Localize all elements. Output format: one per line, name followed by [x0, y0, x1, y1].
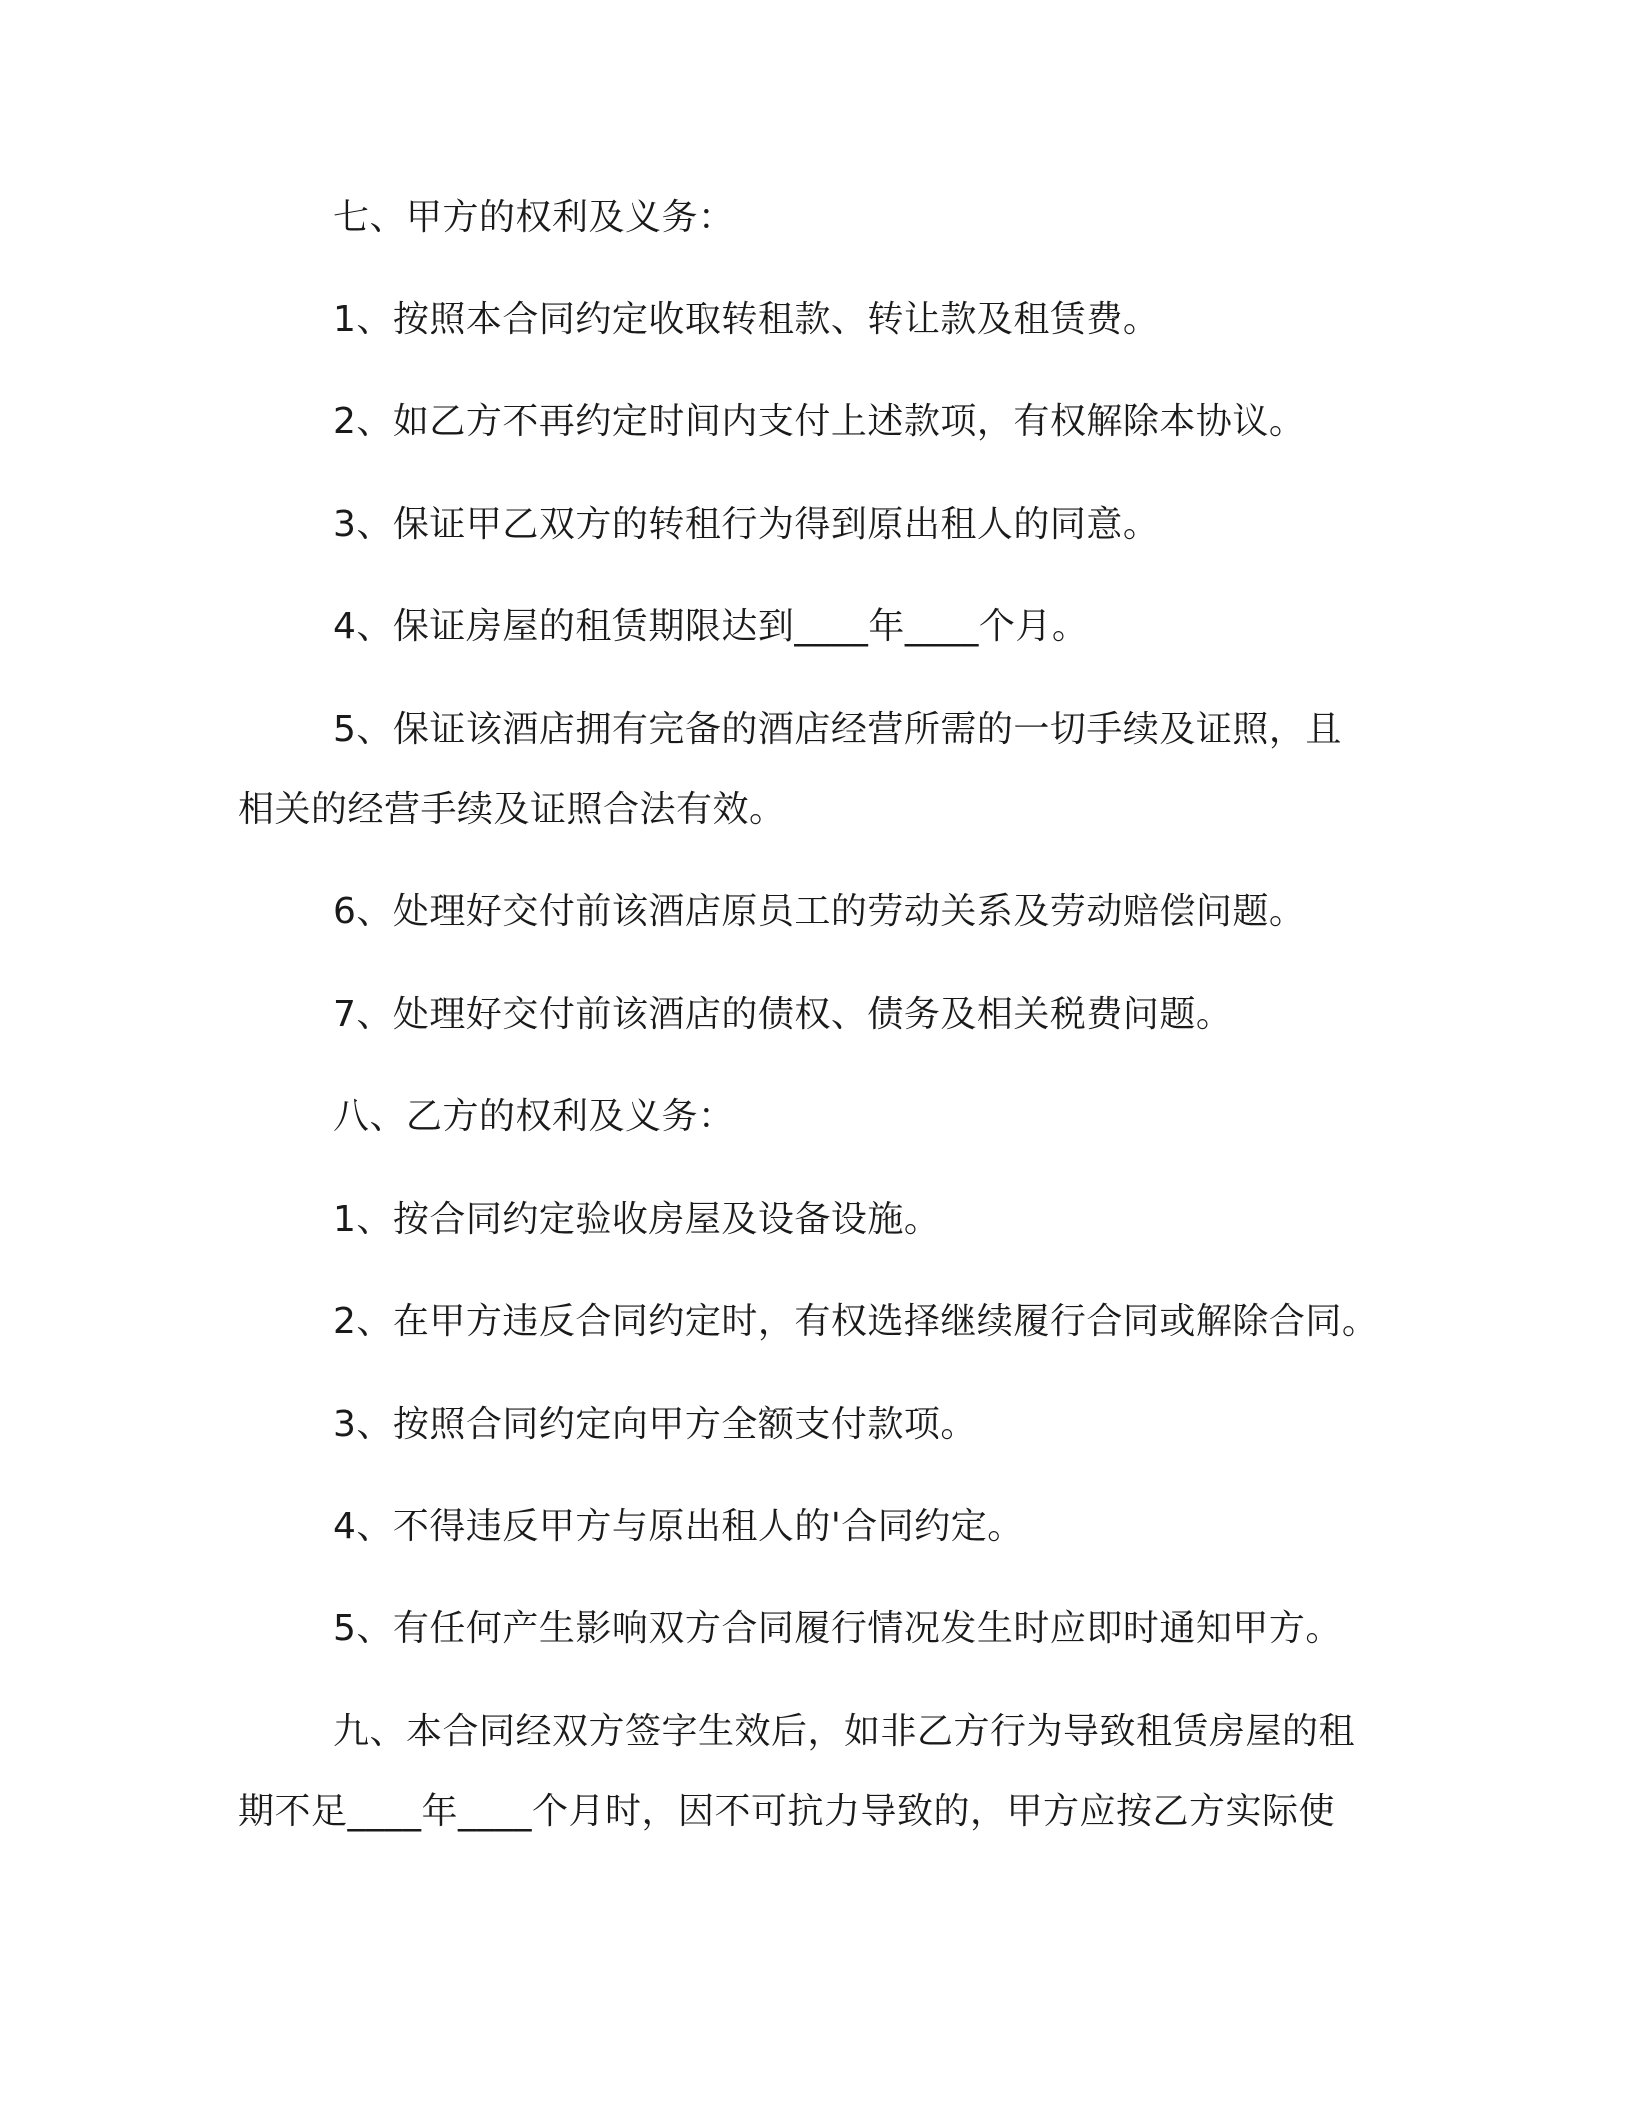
clause-8-2: 2、在甲方违反合同约定时，有权选择继续履行合同或解除合同。 [333, 1301, 1379, 1342]
clause-7-5-continued: 相关的经营手续及证照合法有效。 [238, 789, 786, 830]
clause-8-4: 4、不得违反甲方与原出租人的'合同约定。 [333, 1506, 1024, 1547]
clause-7-1: 1、按照本合同约定收取转租款、转让款及租赁费。 [333, 299, 1160, 340]
clause-7-7: 7、处理好交付前该酒店的债权、债务及相关税费问题。 [333, 994, 1233, 1035]
clause-7-5: 5、保证该酒店拥有完备的酒店经营所需的一切手续及证照，且 [333, 709, 1342, 750]
clause-7-4: 4、保证房屋的租赁期限达到____年____个月。 [333, 606, 1089, 647]
clause-7-2: 2、如乙方不再约定时间内支付上述款项，有权解除本协议。 [333, 401, 1306, 442]
clause-7-3: 3、保证甲乙双方的转租行为得到原出租人的同意。 [333, 504, 1160, 545]
clause-8-1: 1、按合同约定验收房屋及设备设施。 [333, 1199, 941, 1240]
section-heading-7: 七、甲方的权利及义务： [333, 197, 735, 238]
clause-8-5: 5、有任何产生影响双方合同履行情况发生时应即时通知甲方。 [333, 1608, 1342, 1649]
clause-7-6: 6、处理好交付前该酒店原员工的劳动关系及劳动赔偿问题。 [333, 891, 1306, 932]
clause-8-3: 3、按照合同约定向甲方全额支付款项。 [333, 1404, 977, 1445]
section-heading-8: 八、乙方的权利及义务： [333, 1096, 735, 1137]
clause-9-continued: 期不足____年____个月时，因不可抗力导致的，甲方应按乙方实际使 [238, 1791, 1336, 1832]
section-heading-9: 九、本合同经双方签字生效后，如非乙方行为导致租赁房屋的租 [333, 1711, 1356, 1752]
